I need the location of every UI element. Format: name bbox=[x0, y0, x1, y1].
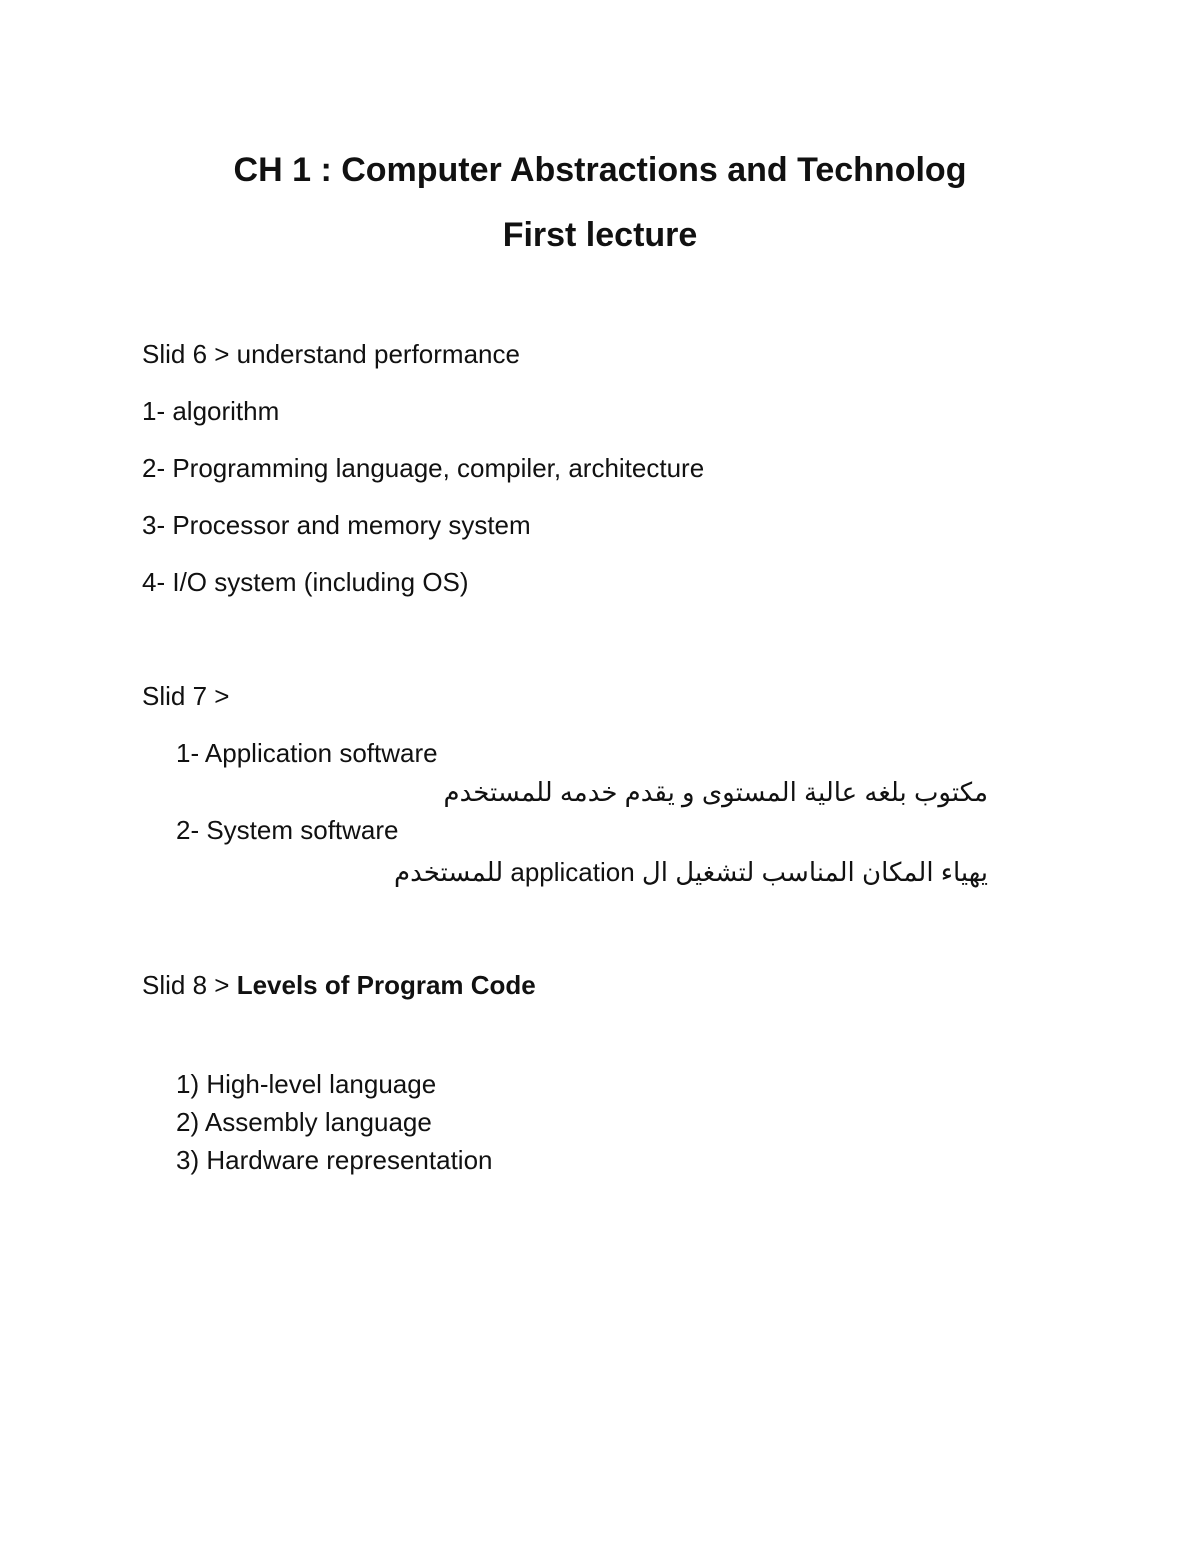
slide8-heading-prefix: Slid 8 > bbox=[142, 970, 230, 1000]
slide7-item-1-label: 1- Application software bbox=[176, 738, 438, 768]
slide7-item-1-note: مكتوب بلغه عالية المستوى و يقدم خدمه للمستخدم bbox=[443, 777, 988, 807]
document-subtitle: First lecture bbox=[502, 216, 698, 254]
slide6-heading: Slid 6 > understand performance bbox=[142, 339, 520, 369]
slide6-item-1: 1- algorithm bbox=[142, 396, 280, 426]
slide8-heading-bold: Levels of Program Code bbox=[236, 970, 536, 1000]
slide8-item-2: 2) Assembly language bbox=[176, 1107, 432, 1137]
slide6-item-2: 2- Programming language, compiler, architecture bbox=[142, 453, 705, 483]
document-title: CH 1 : Computer Abstractions and Technolog bbox=[233, 151, 967, 189]
slide7-item-2-label: 2- System software bbox=[176, 815, 399, 845]
slide8-item-3: 3) Hardware representation bbox=[176, 1145, 493, 1175]
slide7-item-2-note: يهياء المكان المناسب لتشغيل ال application للمستخدم bbox=[394, 857, 988, 887]
slide8-item-1: 1) High-level language bbox=[176, 1069, 437, 1099]
slide8-heading bbox=[142, 969, 536, 1001]
slide7-heading: Slid 7 > bbox=[142, 681, 230, 711]
slide6-item-3: 3- Processor and memory system bbox=[142, 510, 531, 540]
slide6-item-4: 4- I/O system (including OS) bbox=[142, 567, 469, 597]
